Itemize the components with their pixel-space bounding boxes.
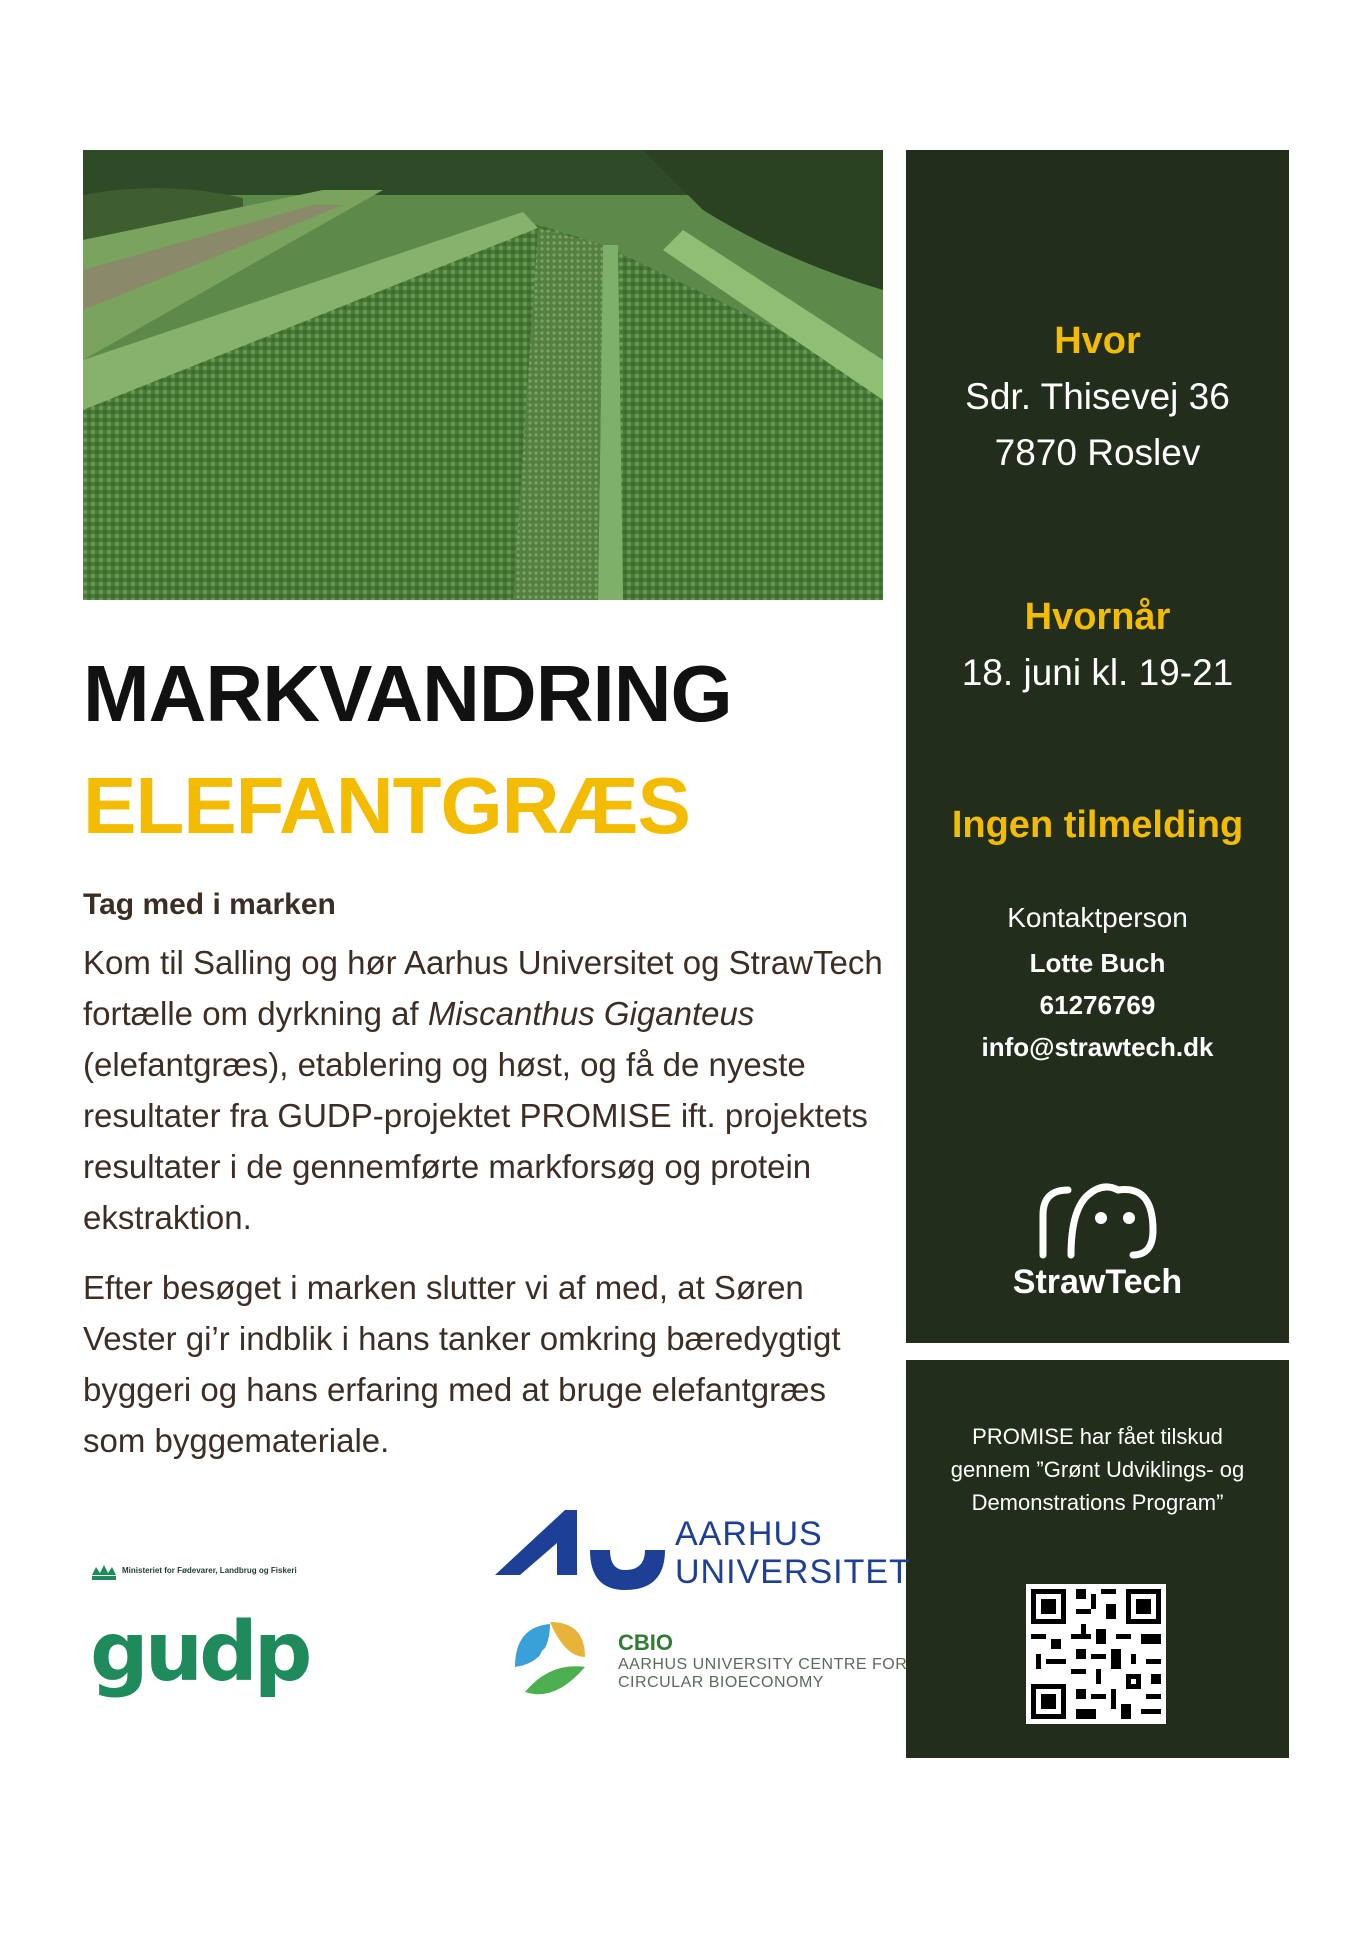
intro-subheading: Tag med i marken [83, 888, 336, 921]
contact-email[interactable]: info@strawtech.dk [981, 1032, 1214, 1062]
grant-info-panel [906, 1360, 1289, 1758]
when-value: 18. juni kl. 19-21 [961, 652, 1234, 693]
crown-icon [92, 1565, 116, 1580]
hero-photo-field [83, 150, 883, 600]
gudp-wordmark: gudp [90, 1605, 309, 1700]
intro-paragraph-1: Kom til Salling og hør Aarhus Universitet og StrawTech fortælle om dyrkning af Miscanthus Giganteus (elefantgræs), etablering og høst, og få de nyeste resultater fra GUDP-projektet PROMISE ift. projektets resultater i de gennemførte markforsøg og protein ekstraktion. [83, 944, 883, 1236]
title-elefantgraes: ELEFANTGRÆS [83, 761, 690, 850]
species-name: Miscanthus Giganteus [427, 995, 755, 1032]
address-line-2: 7870 Roslev [994, 432, 1201, 473]
contact-phone: 61276769 [1039, 990, 1156, 1020]
when-label: Hvornår [1024, 596, 1171, 638]
grant-text: PROMISE har fået tilskud gennem ”Grønt Udviklings- og Demonstrations Program” [950, 1424, 1245, 1515]
gudp-logo [90, 1565, 360, 1715]
intro-paragraph-2: Efter besøget i marken slutter vi af med, at Søren Vester gi’r indblik i hans tanker omkring bæredygtigt byggeri og hans erfaring med at bruge elefantgræs som byggemateriale. [83, 1269, 841, 1459]
gudp-ministry-text: Ministeriet for Fødevarer, Landbrug og Fiskeri [122, 1566, 297, 1575]
qr-code-icon[interactable] [1026, 1584, 1166, 1724]
aarhus-universitet-wordmark: AARHUS UNIVERSITET [675, 1515, 911, 1591]
strawtech-brand-name: StrawTech [1012, 1263, 1183, 1301]
registration-note: Ingen tilmelding [951, 804, 1244, 846]
cbio-leaf-icon [505, 1612, 595, 1702]
contact-name: Lotte Buch [1029, 948, 1166, 978]
contact-label: Kontaktperson [1007, 902, 1188, 933]
where-label: Hvor [1054, 320, 1141, 362]
strawtech-logo-icon [906, 1160, 1289, 1265]
event-info-panel [906, 150, 1289, 1343]
title-markvandring: MARKVANDRING [83, 649, 732, 738]
address-line-1: Sdr. Thisevej 36 [965, 376, 1230, 417]
cbio-title: CBIO [618, 1630, 673, 1655]
cbio-subtitle: AARHUS UNIVERSITY CENTRE FOR CIRCULAR BIOECONOMY [618, 1656, 908, 1691]
